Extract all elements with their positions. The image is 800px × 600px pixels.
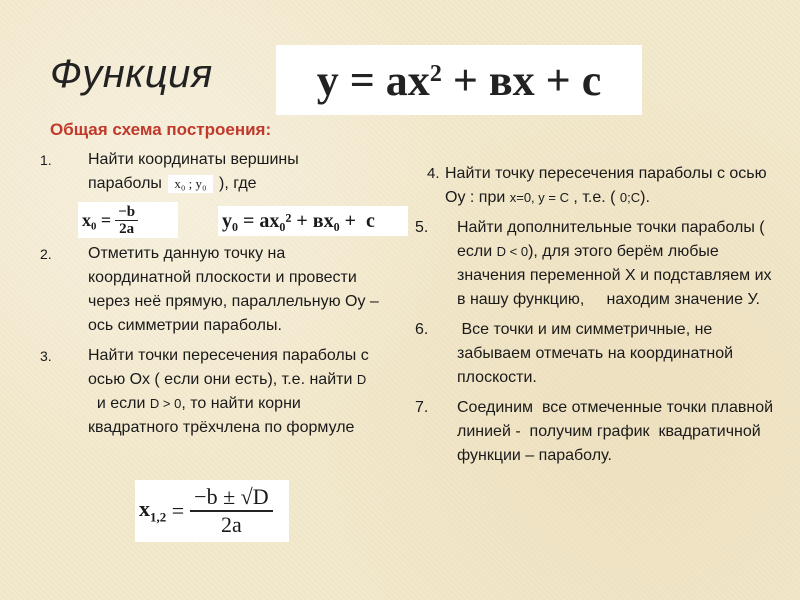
- main-formula-exponent: 2: [429, 60, 442, 87]
- item-text: Соединим все отмеченные точки плавной линией - получим график квадратичной функции – параболу.: [457, 399, 778, 464]
- item-text: и если: [88, 395, 150, 412]
- item-text: , то найти корни квадратного трёхчлена по формуле: [88, 395, 355, 436]
- roots-formula: [135, 480, 289, 542]
- y0-formula: [218, 206, 408, 236]
- item-text: Найти точки пересечения параболы с осью Ох ( если они есть), т.е. найти: [88, 347, 369, 388]
- roots-denominator: 2a: [221, 512, 242, 537]
- main-formula: [276, 45, 642, 115]
- item-text: Все точки и им симметричные, не забываем отмечать на координатной плоскости.: [457, 321, 738, 386]
- vertex-inline-formula: x₀ ; y₀: [168, 175, 212, 193]
- item-text: Найти дополнительные точки параболы ( если: [457, 219, 765, 260]
- item-text: Отметить данную точку на координатной плоскости и провести через неё прямую, параллельную Оу – ось симметрии параболы.: [88, 245, 379, 334]
- item-number: 1.: [40, 152, 52, 168]
- item-small-text: D: [356, 372, 367, 387]
- roots-fraction: [190, 484, 272, 538]
- x0-denominator: 2a: [119, 220, 135, 237]
- y0-expression: ax₀² + вx₀ + c: [259, 210, 375, 232]
- item-number: 6.: [415, 321, 429, 338]
- vertex-formulas: [78, 202, 390, 240]
- list-item: [40, 242, 390, 338]
- item-text: Найти координаты вершины: [88, 151, 299, 168]
- item-number: 3.: [40, 348, 52, 364]
- list-item: [415, 162, 775, 210]
- roots-lhs: $x_{1,2}$: [139, 496, 167, 525]
- x0-formula: [78, 202, 178, 238]
- x0-fraction: [115, 204, 138, 237]
- list-item: [40, 148, 390, 196]
- list-item: [415, 318, 775, 390]
- main-formula-rhs: + вх + с: [441, 55, 602, 105]
- item-small-text: D < 0: [496, 244, 529, 259]
- item-text: , т.е. (: [568, 189, 620, 206]
- item-text: ), где: [219, 175, 257, 192]
- item-text: Найти точку пересечения параболы с осью Оу : при: [445, 165, 767, 206]
- left-column: [40, 148, 390, 446]
- item-small-text: x=0, y = C: [509, 190, 569, 205]
- item-number: 4.: [427, 165, 440, 182]
- list-item: [40, 344, 390, 440]
- right-column: [415, 162, 778, 474]
- item-text: ), для этого берём любые значения переменной Х и подставляем их в нашу функцию, находим значение У.: [457, 243, 777, 308]
- subtitle: Общая схема построения:: [50, 120, 272, 139]
- item-text: параболы: [88, 175, 162, 192]
- item-number: 5.: [415, 219, 429, 236]
- slide-title: Функция: [50, 52, 213, 96]
- y0-label: y₀ =: [222, 210, 255, 232]
- item-text: ).: [640, 189, 650, 206]
- x0-numerator: −b: [115, 204, 138, 221]
- main-formula-lhs: y = ax: [316, 55, 430, 105]
- list-item: [415, 216, 775, 312]
- roots-numerator: −b ± √D: [190, 484, 272, 512]
- item-small-text: 0;C: [619, 190, 641, 205]
- list-item: [415, 396, 778, 468]
- x0-label: x₀ =: [82, 210, 112, 230]
- item-number: 2.: [40, 246, 52, 262]
- item-small-text: D > 0: [149, 396, 182, 411]
- roots-equals: =: [166, 498, 185, 523]
- item-number: 7.: [415, 399, 429, 416]
